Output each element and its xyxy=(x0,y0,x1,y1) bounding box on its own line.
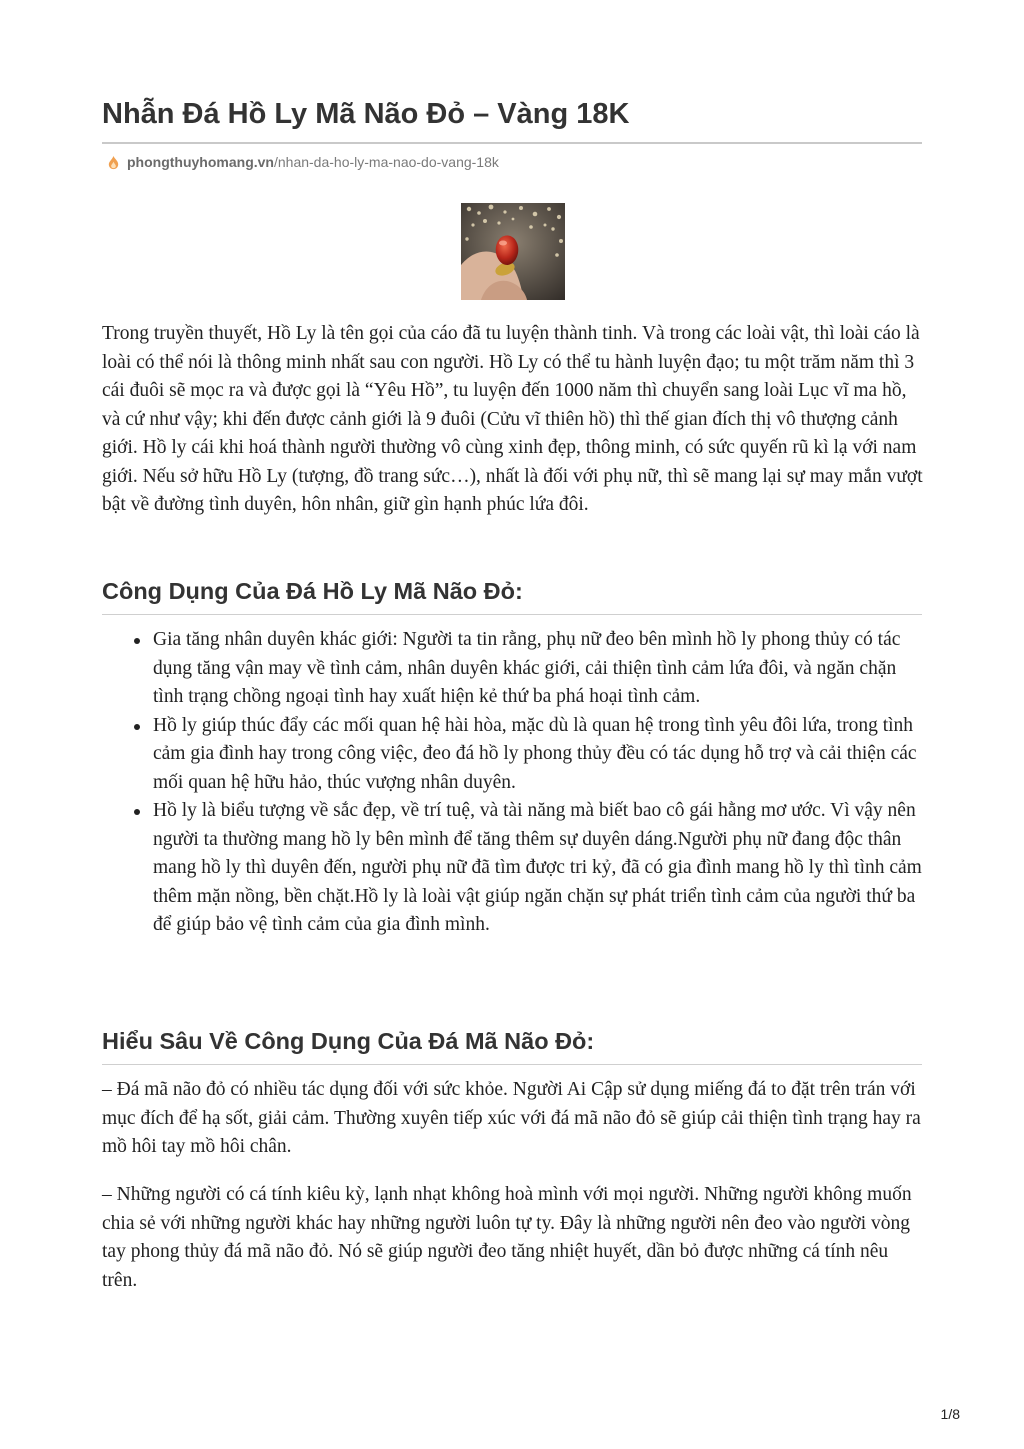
source-path: /nhan-da-ho-ly-ma-nao-do-vang-18k xyxy=(273,154,499,170)
article-title: Nhẫn Đá Hồ Ly Mã Não Đỏ – Vàng 18K xyxy=(102,98,630,130)
paragraph: – Những người có cá tính kiêu kỳ, lạnh nhạt không hoà mình với mọi người. Những người không muốn chia sẻ với những người khác hay những người luôn tự ty. Đây là những người nên đeo vào người vòng tay phong thủy đá mã não đỏ. Nó sẽ giúp người đeo tăng nhiệt huyết, dần bỏ được những cá tính nêu trên. xyxy=(102,1184,912,1291)
list-item: Hồ ly giúp thúc đẩy các mối quan hệ hài hòa, mặc dù là quan hệ trong tình yêu đôi lứa, trong tình cảm gia đình hay trong công việc, đeo đá hồ ly phong thủy đều có tác dụng hỗ trợ và cải thiện các mối quan hệ hữu hảo, thúc vượng nhân duyên. xyxy=(102,712,924,798)
uses-list xyxy=(102,626,924,940)
section-divider xyxy=(102,1064,922,1065)
product-image xyxy=(461,203,565,300)
source-url[interactable] xyxy=(106,152,499,172)
title-divider xyxy=(102,142,922,144)
section-heading-uses: Công Dụng Của Đá Hồ Ly Mã Não Đỏ: xyxy=(102,578,523,604)
page-number: 1/8 xyxy=(940,1406,960,1422)
section-heading-deeper: Hiểu Sâu Về Công Dụng Của Đá Mã Não Đỏ: xyxy=(102,1028,595,1054)
flame-icon xyxy=(106,155,121,170)
list-item: Hồ ly là biểu tượng về sắc đẹp, về trí tuệ, và tài năng mà biết bao cô gái hằng mơ ước. Vì vậy nên người ta thường mang hồ ly bên mình để tăng thêm sự duyên dáng.Người phụ nữ đang độc thân mang hồ ly thì duyên đến, người phụ nữ đã tìm được tri kỷ, đã có gia đình mang hồ ly thì tình cảm thêm mặn nồng, bền chặt.Hồ ly là loài vật giúp ngăn chặn sự phát triển tình cảm của người thứ ba để giúp bảo vệ tình cảm của gia đình mình. xyxy=(102,797,924,940)
source-domain: phongthuyhomang.vn xyxy=(127,154,274,170)
paragraph: – Đá mã não đỏ có nhiều tác dụng đối với sức khỏe. Người Ai Cập sử dụng miếng đá to đặt trên trán với mục đích để hạ sốt, giải cảm. Thường xuyên tiếp xúc với đá mã não đỏ sẽ giúp cải thiện tình trạng hay ra mồ hôi tay mồ hôi chân. xyxy=(102,1079,921,1157)
list-item: Gia tăng nhân duyên khác giới: Người ta tin rằng, phụ nữ đeo bên mình hồ ly phong thủy có tác dụng tăng vận may về tình cảm, nhân duyên khác giới, cải thiện tình cảm lứa đôi, và ngăn chặn tình trạng chồng ngoại tình hay xuất hiện kẻ thứ ba phá hoại tình cảm. xyxy=(102,626,924,712)
intro-paragraph: Trong truyền thuyết, Hồ Ly là tên gọi của cáo đã tu luyện thành tinh. Và trong các loài vật, thì loài cáo là loài có thể nói là thông minh nhất sau con người. Hồ Ly có thể tu hành luyện đạo; tu một trăm năm thì 3 cái đuôi sẽ mọc ra và được gọi là “Yêu Hồ”, tu luyện đến 1000 năm thì chuyển sang loài Lục vĩ ma hồ, và cứ như vậy; khi đến được cảnh giới là 9 đuôi (Cửu vĩ thiên hồ) thì thế gian đích thị vô thượng cảnh giới. Hồ ly cái khi hoá thành người thường vô cùng xinh đẹp, thông minh, có sức quyến rũ kì lạ với nam giới. Nếu sở hữu Hồ Ly (tượng, đồ trang sức…), nhất là đối với phụ nữ, thì sẽ mang lại sự may mắn vượt bật về đường tình duyên, hôn nhân, giữ gìn hạnh phúc lứa đôi. xyxy=(102,323,923,515)
section-divider xyxy=(102,614,922,615)
